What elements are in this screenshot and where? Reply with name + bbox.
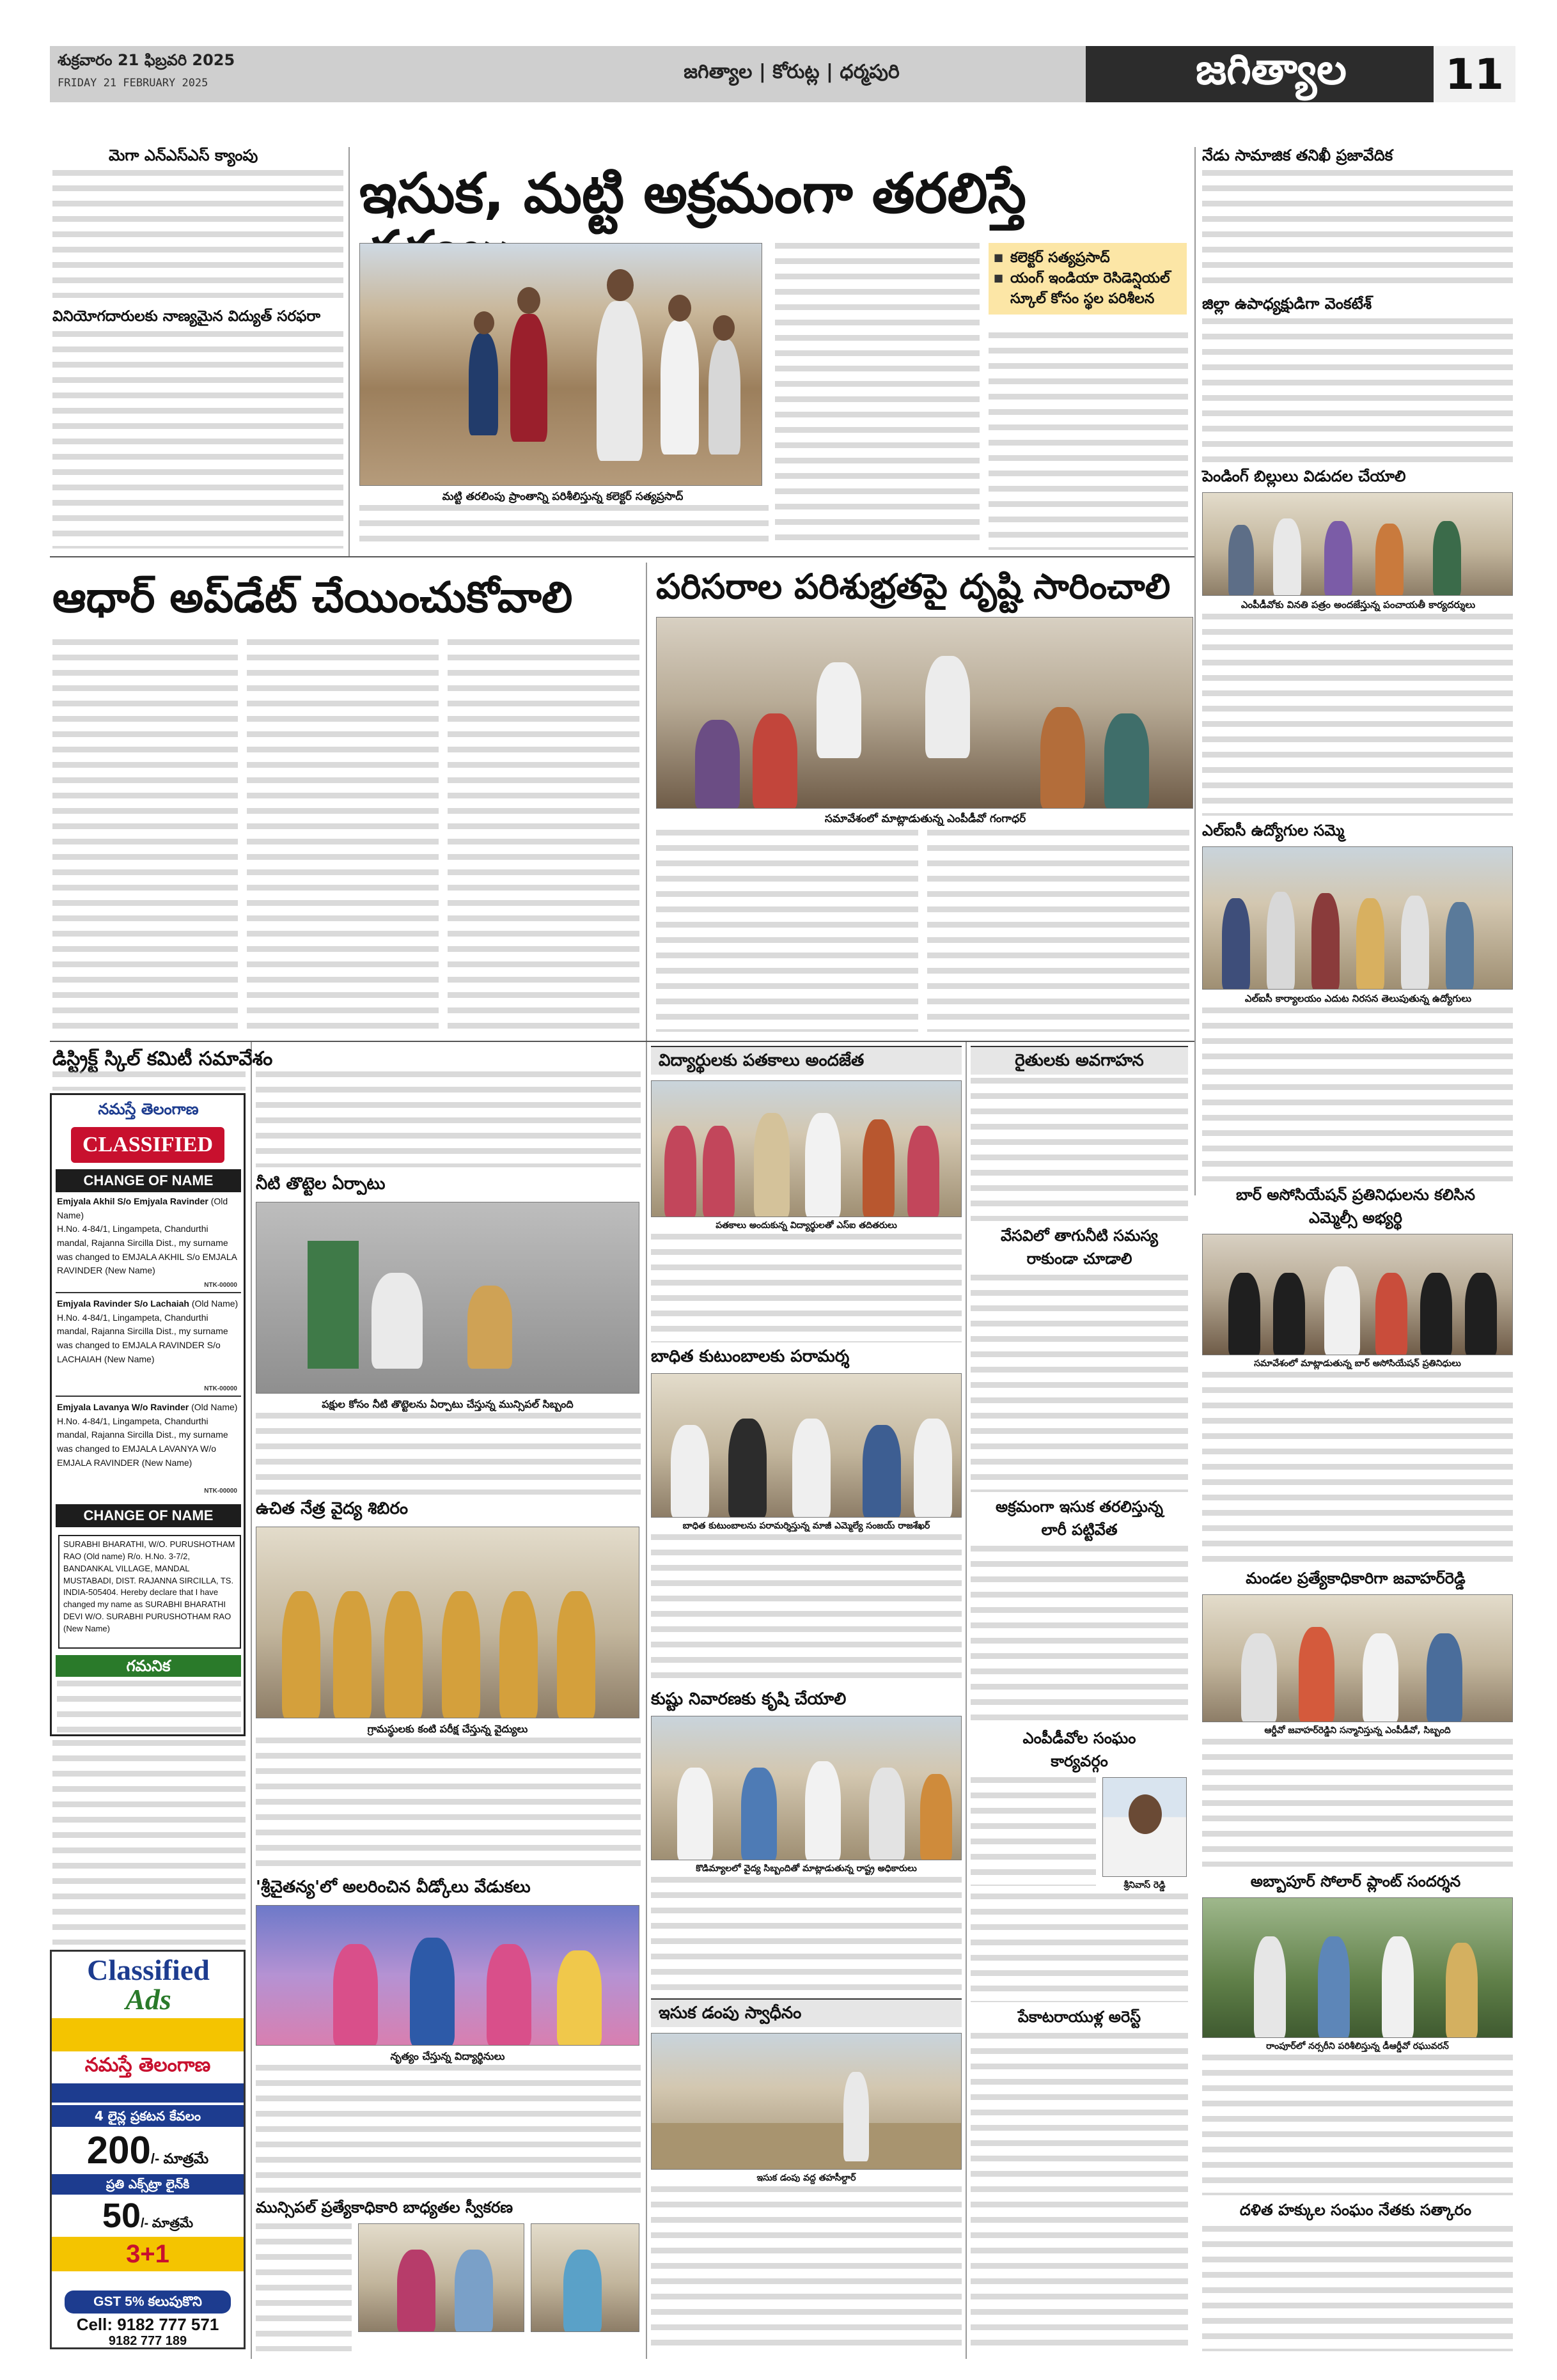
board [308,1241,359,1369]
ad-offer [52,2237,244,2271]
victims-body [651,1534,962,1685]
person-head [474,311,494,334]
person [741,1768,777,1860]
special-officer-caption: ఆర్డీవో జవాహర్‌రెడ్డిని సన్మానిస్తున్న ఎంపీడీవో, సిబ్బంది [1205,1723,1510,1738]
body-text [971,1546,1188,1725]
mpdo-sangham-subkicker: కార్యవర్గం [1051,1752,1108,1770]
bar-association-body [1202,1372,1513,1564]
ad-phone: Cell: 9182 777 571 [76,2315,219,2334]
mpdo-portrait-photo [1102,1777,1187,1877]
person [1356,898,1384,990]
farewell-body [256,2065,641,2193]
sand-dump-kicker: ఇసుక డంపు స్వాధీనం [651,1998,962,2027]
offer-value: 3+1 [126,2240,169,2268]
dalit-rights-body [1202,2226,1513,2351]
sand-highlights [989,243,1187,315]
victims-kicker: బాధిత కుటుంబాలకు పరామర్శ [651,1347,850,1366]
pending-bills-body [1202,614,1513,816]
body-text [52,170,343,298]
column-rule [251,1042,252,2359]
person [671,1425,709,1518]
sand-dump-caption: ఇసుక డంపు వద్ద తహసీల్దార్ [653,2171,959,2186]
classified-panel [50,1093,246,1736]
person [695,720,740,809]
person [1267,892,1295,990]
mpdo-portrait-caption: శ్రీనివాస్ రెడ్డి [1102,1878,1187,1893]
body-text [651,1877,962,1992]
person [384,1591,423,1718]
person [372,1273,423,1369]
body-text [256,1413,641,1495]
municipal-photo-2 [531,2223,639,2332]
entry-title-suffix: (Old Name) [191,1402,238,1412]
person [1427,1633,1462,1722]
person [708,339,740,455]
page-number: 11 [1431,46,1515,102]
person [1318,1936,1350,2038]
bar-association-kicker: బార్ అసోసియేషన్ ప్రతినిధులను కలిసిన [1235,1186,1475,1204]
entry-title-suffix: (Old Name) [191,1298,239,1309]
solar-plant-body [1202,2055,1513,2195]
person [1401,896,1429,990]
person [863,1119,895,1217]
entry-code: NTK-00000 [204,1385,237,1392]
arrest-kicker: పేకాటరాయుళ్ల అరెస్ట్ [1017,2008,1141,2026]
person [754,1113,790,1217]
person [920,1774,952,1860]
body-text [971,2033,1188,2353]
gamanika-notice-body [52,1740,246,1945]
person [557,1950,602,2046]
entry-body: H.No. 4-84/1, Lingampeta, Chandurthi mandal, Rajanna Sircilla Dist., my surname was changed to EMJALA AKHIL S/o EMJALA RAVINDER (New Name) [57,1224,237,1276]
body-text [57,1681,241,1733]
person [597,301,643,461]
body-text [651,2186,962,2353]
person [397,2250,435,2332]
person [499,1591,538,1718]
eye-camp-kicker: ఉచిత నేత్ర వైద్య శిబిరం [256,1499,409,1518]
body-text [256,1738,641,1872]
person [805,1113,841,1217]
ad-price-main [52,2128,244,2173]
classified-ads-logo [56,1956,241,2014]
person [925,656,970,758]
drinking-water-caption: పక్షుల కోసం నీటి తొట్టెలను ఏర్పాటు చేస్తున్న మున్సిపల్ సిబ్బంది [258,1396,637,1412]
person [1241,1633,1277,1722]
body-text [256,2223,352,2351]
sand-inspection-photo [359,243,762,486]
person-head [668,295,691,322]
person [914,1419,952,1518]
zilla-vp-kicker: జిల్లా ఉపాధ్యక్షుడిగా వెంకటేశ్ [1202,295,1372,313]
body-text [359,505,769,551]
body-text [989,332,1188,550]
water-problem-kicker: వేసవిలో తాగునీటి సమస్య [1000,1227,1159,1245]
classified-tag: CLASSIFIED [71,1127,224,1163]
body-text [448,639,639,1029]
leprosy-photo [651,1716,962,1860]
change-of-name-header-2: CHANGE OF NAME [56,1504,241,1527]
body-text [971,1275,1188,1492]
classified-entry-box: SURABHI BHARATHI, W/O. PURUSHOTHAM RAO (Old name) R/o. H.No. 3-7/2, BANDANKAL VILLAGE, MANDAL MUSTABADI, DIST. RAJANNA SIRCILLA, TS. INDIA-505404. Hereby declare that I have changed my name as SURABHI BHARATHI DEVI W/O. SURABHI PURUSHOTHAM RAO (New Name) [58,1535,241,1649]
person [467,1286,512,1369]
bar-association-caption: సమావేశంలో మాట్లాడుతున్న బార్ అసోసియేషన్ ప్రతినిధులు [1205,1357,1510,1371]
body-text [52,1071,246,1091]
body-text [775,243,980,550]
lic-protest-photo [1202,846,1513,990]
special-officer-kicker: మండల ప్రత్యేకాధికారిగా జవాహర్‌రెడ్డి [1246,1569,1466,1587]
logo-word-top: Classified [87,1954,210,1986]
gamanika-header: గమనిక [56,1655,241,1677]
body-text [651,1534,962,1685]
body-text [927,830,1189,1032]
classified-ad [50,1950,246,2349]
person [1375,524,1404,596]
person [805,1761,841,1860]
body-text [256,1071,641,1167]
entry-body: H.No. 4-84/1, Lingampeta, Chandurthi mandal, Rajanna Sircilla Dist., my surname was changed to EMJALA RAVINDER S/o LACHAIAH (New Name) [57,1312,228,1364]
cleanliness-headline: పరిసరాల పరిశుభ్రతపై దృష్టి సారించాలి [656,566,1171,607]
person [1420,1273,1452,1355]
person [1324,521,1352,596]
ad-strip [52,2018,244,2051]
person [753,713,797,809]
medals-photo [651,1080,962,1217]
sand-caption: మట్టి తరలింపు ప్రాంతాన్ని పరిశీలిస్తున్న కలెక్టర్ సత్యప్రసాద్ [368,488,758,505]
classified-entry [57,1401,242,1470]
person [1222,898,1250,990]
logo-word-bottom: Ads [125,1983,171,2016]
person-head [1129,1794,1162,1834]
divider [56,1292,241,1293]
cleanliness-body-b [927,830,1189,1032]
divider [56,1396,241,1397]
column-rule [646,563,647,1042]
aadhaar-headline: ఆధార్ అప్‌డేట్ చేయించుకోవాలి [52,573,573,622]
power-supply-kicker: వినియోగదారులకు నాణ్యమైన విద్యుత్ సరఫరా [52,308,321,325]
person [1446,1943,1478,2038]
entry-title: Emjyala Lavanya W/o Ravinder [57,1402,189,1412]
person [728,1419,767,1518]
mega-camp-kicker: మెగా ఎన్ఎస్ఎస్ క్యాంపు [109,146,258,164]
person [703,1126,735,1217]
samajika-kicker: నేడు సామాజిక తనిఖీ ప్రజావేదిక [1202,146,1393,164]
water-tubs-photo [256,1202,639,1394]
body-text [656,830,918,1032]
entry-title-suffix: (Old Name) [57,1196,228,1220]
person [333,1591,372,1718]
special-officer-body [1202,1739,1513,1867]
date-english: FRIDAY 21 FEBRUARY 2025 [58,77,208,89]
column-rule [646,1042,647,2359]
person [869,1768,905,1860]
person [907,1126,939,1217]
person [557,1591,595,1718]
body-text [1202,1739,1513,1867]
horizontal-rule [50,1041,1194,1042]
aadhaar-body-b [247,639,439,1029]
mpdo-sangham-kicker: ఎంపీడీవోల సంఘం [1022,1729,1136,1747]
medals-body [651,1234,962,1342]
ad-contact-label [52,2274,244,2288]
municipal-body-a [256,2223,352,2351]
person [1273,518,1301,596]
leprosy-body [651,1877,962,1992]
ground [652,2123,962,2170]
price-suffix: /- మాత్రమే [141,2216,194,2230]
change-of-name-header: CHANGE OF NAME [56,1169,241,1192]
person [664,1126,696,1217]
solar-nursery-photo [1202,1897,1513,2038]
ad-gst-badge: GST 5% కలుపుకొని [65,2291,231,2314]
gamanika-body [57,1681,241,1733]
person [282,1591,320,1718]
person [843,2072,869,2161]
leprosy-kicker: కుష్టు నివారణకు కృషి చేయాలి [651,1690,847,1709]
person [1254,1936,1286,2038]
body-text [1202,1007,1513,1181]
victims-photo [651,1373,962,1518]
cleanliness-caption: సమావేశంలో మాట్లాడుతున్న ఎంపీడీవో గంగాధర్ [659,811,1192,827]
body-text [52,331,343,548]
entry-title: Emjyala Akhil S/o Emjyala Ravinder [57,1196,208,1206]
column-rule [348,147,350,556]
person [1465,1273,1497,1355]
person [1040,707,1085,809]
person [333,1944,378,2046]
horizontal-rule [50,556,1194,557]
highlight-item: ■ కలెక్టర్ సత్యప్రసాద్ [994,248,1182,268]
price-value: 200 [86,2129,151,2172]
person [792,1419,831,1518]
bar-association-photo [1202,1234,1513,1355]
body-text [1202,318,1513,463]
sand-headline: ఇసుక, మట్టి అక్రమంగా తరలిస్తే [359,162,1026,226]
person [1299,1627,1334,1722]
body-text [1202,2226,1513,2351]
municipal-photo-1 [358,2223,524,2332]
person [1228,525,1254,596]
pending-bills-caption: ఎంపీడీవోకు వినతి పత్రం అందజేస్తున్న పంచాయతీ కార్యదర్శులు [1205,597,1512,612]
illegal-sand-kicker: అక్రమంగా ఇసుక తరలిస్తున్న [996,1498,1163,1516]
sand-body-a [359,505,769,551]
power-supply-body [52,331,343,548]
farmers-kicker: రైతులకు అవగాహన [971,1046,1188,1075]
ad-brand: నమస్తే తెలంగాణ [84,2054,211,2076]
body-text [256,2065,641,2193]
person [677,1768,713,1860]
water-problem-body [971,1275,1188,1492]
eye-camp-body [256,1738,641,1872]
special-officer-photo [1202,1594,1513,1722]
aadhaar-body-a [52,639,238,1029]
ad-price-extra [52,2196,244,2234]
district-skill-body-a [52,1071,246,1091]
classified-entry [57,1195,242,1278]
medals-caption: పతకాలు అందుకున్న విద్యార్థులతో ఎస్ఐ తదితరులు [653,1218,959,1233]
person-head [607,269,634,301]
lic-kicker: ఎల్ఐసీ ఉద్యోగుల సమ్మె [1202,821,1345,839]
district-skill-kicker: డిస్ట్రిక్ట్ స్కిల్ కమిటీ సమావేశం [52,1048,273,1070]
farmers-body [971,1078,1188,1221]
person [510,314,547,442]
masthead [50,46,1515,102]
eye-camp-caption: గ్రామస్థులకు కంటి పరీక్ష చేస్తున్న వైద్యులు [258,1721,637,1737]
mpdo-sangham-body-a [971,1777,1096,1886]
body-text [52,1740,246,1945]
illegal-sand-body [971,1546,1188,1725]
municipal-caption [358,2333,639,2337]
masthead-regions: జగిత్యాల | కోరుట్ల | ధర్మపురి [497,46,1086,102]
person [410,1938,455,2046]
person [1104,713,1149,809]
person [661,320,699,455]
farewell-kicker: 'శ్రీచైతన్య'లో అలరించిన వీడ్కోలు వేడుకలు [256,1878,531,1897]
medals-kicker: విద్యార్థులకు పతకాలు అందజేత [651,1046,962,1075]
person [563,2250,602,2332]
masthead-date [50,46,497,102]
ad-lines-label: 4 లైన్ల ప్రకటన కేవలం [52,2105,244,2127]
person [1375,1273,1407,1355]
body-text [971,1078,1188,1221]
person [455,2250,493,2332]
body-text [971,1777,1096,1886]
water-problem-subkicker: రాకుండా చూడాలి [1026,1250,1132,1268]
person [1363,1633,1398,1722]
date-telugu: శుక్రవారం 21 ఫిబ్రవరి 2025 [58,51,235,69]
district-skill-body-b [256,1071,641,1167]
lic-body [1202,1007,1513,1181]
person [1324,1266,1360,1355]
pending-bills-kicker: పెండింగ్ బిల్లులు విడుదల చేయాలి [1202,467,1406,485]
solar-plant-kicker: అబ్బాపూర్ సోలార్ ప్లాంట్ సందర్శన [1250,1872,1461,1890]
entry-title: Emjyala Ravinder S/o Lachaiah [57,1298,189,1309]
victims-caption: బాధిత కుటుంబాలను పరామర్శిస్తున్న మాజీ ఎమ్మెల్యే సంజయ్ రాజశేఖర్ [653,1519,959,1534]
leprosy-caption: కొడిమ్యాలలో వైద్య సిబ్బందితో మాట్లాడుతున్న రాష్ట్ర అధికారులు [653,1862,959,1876]
body-text [1202,614,1513,816]
person [1433,521,1461,596]
sand-dump-photo [651,2033,962,2170]
section-title: జగిత్యాల [1196,44,1347,94]
person [487,1944,531,2046]
body-text [971,1894,1188,2002]
person [469,333,498,435]
mpdo-sangham-body-b [971,1894,1188,2002]
illegal-sand-subkicker: లారీ పట్టివేత [1041,1521,1118,1539]
sand-dump-body [651,2186,962,2353]
body-text [52,639,238,1029]
entry-code: NTK-00000 [204,1282,237,1289]
pending-bills-photo [1202,492,1513,596]
person-head [517,287,540,314]
person [1311,893,1340,990]
column-rule [966,1042,967,2359]
person [1446,902,1474,990]
ad-phone-2: 9182 777 189 [108,2334,187,2348]
entry-code: NTK-00000 [204,1488,237,1495]
eye-camp-photo [256,1527,639,1718]
person-head [713,315,735,341]
mega-camp-body [52,170,343,298]
person [442,1591,480,1718]
body-text [247,639,439,1029]
body-text [1202,1372,1513,1564]
solar-plant-caption: రాంపూర్‌లో నర్సరీని పరిశీలిస్తున్న డీఆర్డీవో రఘువరన్ [1205,2039,1510,2054]
zilla-vp-body [1202,318,1513,463]
aadhaar-body-c [448,639,639,1029]
price-suffix: /- మాత్రమే [150,2151,209,2166]
person [863,1425,901,1518]
column-rule [1194,147,1196,1195]
highlight-item: ■ యంగ్ ఇండియా రెసిడెన్షియల్ స్కూల్ కోసం స్థల పరిశీలన [994,268,1182,309]
ad-subtitle [52,2083,244,2103]
cleanliness-body-a [656,830,918,1032]
price-value: 50 [102,2197,141,2235]
person [1382,1936,1414,2038]
drinking-water-kicker: నీటి తొట్టెల ఏర్పాటు [256,1174,386,1194]
drinking-water-body [256,1413,641,1495]
person [1273,1273,1305,1355]
sand-body-b [775,243,980,550]
body-text [651,1234,962,1342]
farewell-dance-photo [256,1905,639,2046]
dalit-rights-kicker: దళిత హక్కుల సంఘం నేతకు సత్కారం [1239,2201,1472,2219]
sand-body-c [989,332,1188,550]
samajika-body [1202,170,1513,290]
body-text [1202,170,1513,290]
arrest-body [971,2033,1188,2353]
body-text [1202,2055,1513,2195]
farewell-caption: నృత్యం చేస్తున్న విద్యార్థినులు [258,2048,637,2064]
ad-extra-line-label: ప్రతి ఎక్స్‌ట్రా లైన్‌కి [52,2174,244,2195]
lic-caption: ఎల్ఐసీ కార్యాలయం ఎదుట నిరసన తెలుపుతున్న ఉద్యోగులు [1205,991,1512,1006]
person [817,662,861,758]
classified-logo: నమస్తే తెలంగాణ [98,1100,199,1118]
person [1228,1273,1260,1355]
bar-association-subkicker: ఎమ్మెల్సీ అభ్యర్థి [1309,1209,1402,1227]
classified-entry [57,1297,242,1366]
cleanliness-meeting-photo [656,617,1193,809]
municipal-kicker: మున్సిపల్ ప్రత్యేకాధికారి బాధ్యతల స్వీకరణ [256,2198,513,2216]
entry-body: H.No. 4-84/1, Lingampeta, Chandurthi mandal, Rajanna Sircilla Dist., my surname was changed to EMJALA LAVANYA W/o EMJALA RAVINDER (New Name) [57,1415,228,1468]
